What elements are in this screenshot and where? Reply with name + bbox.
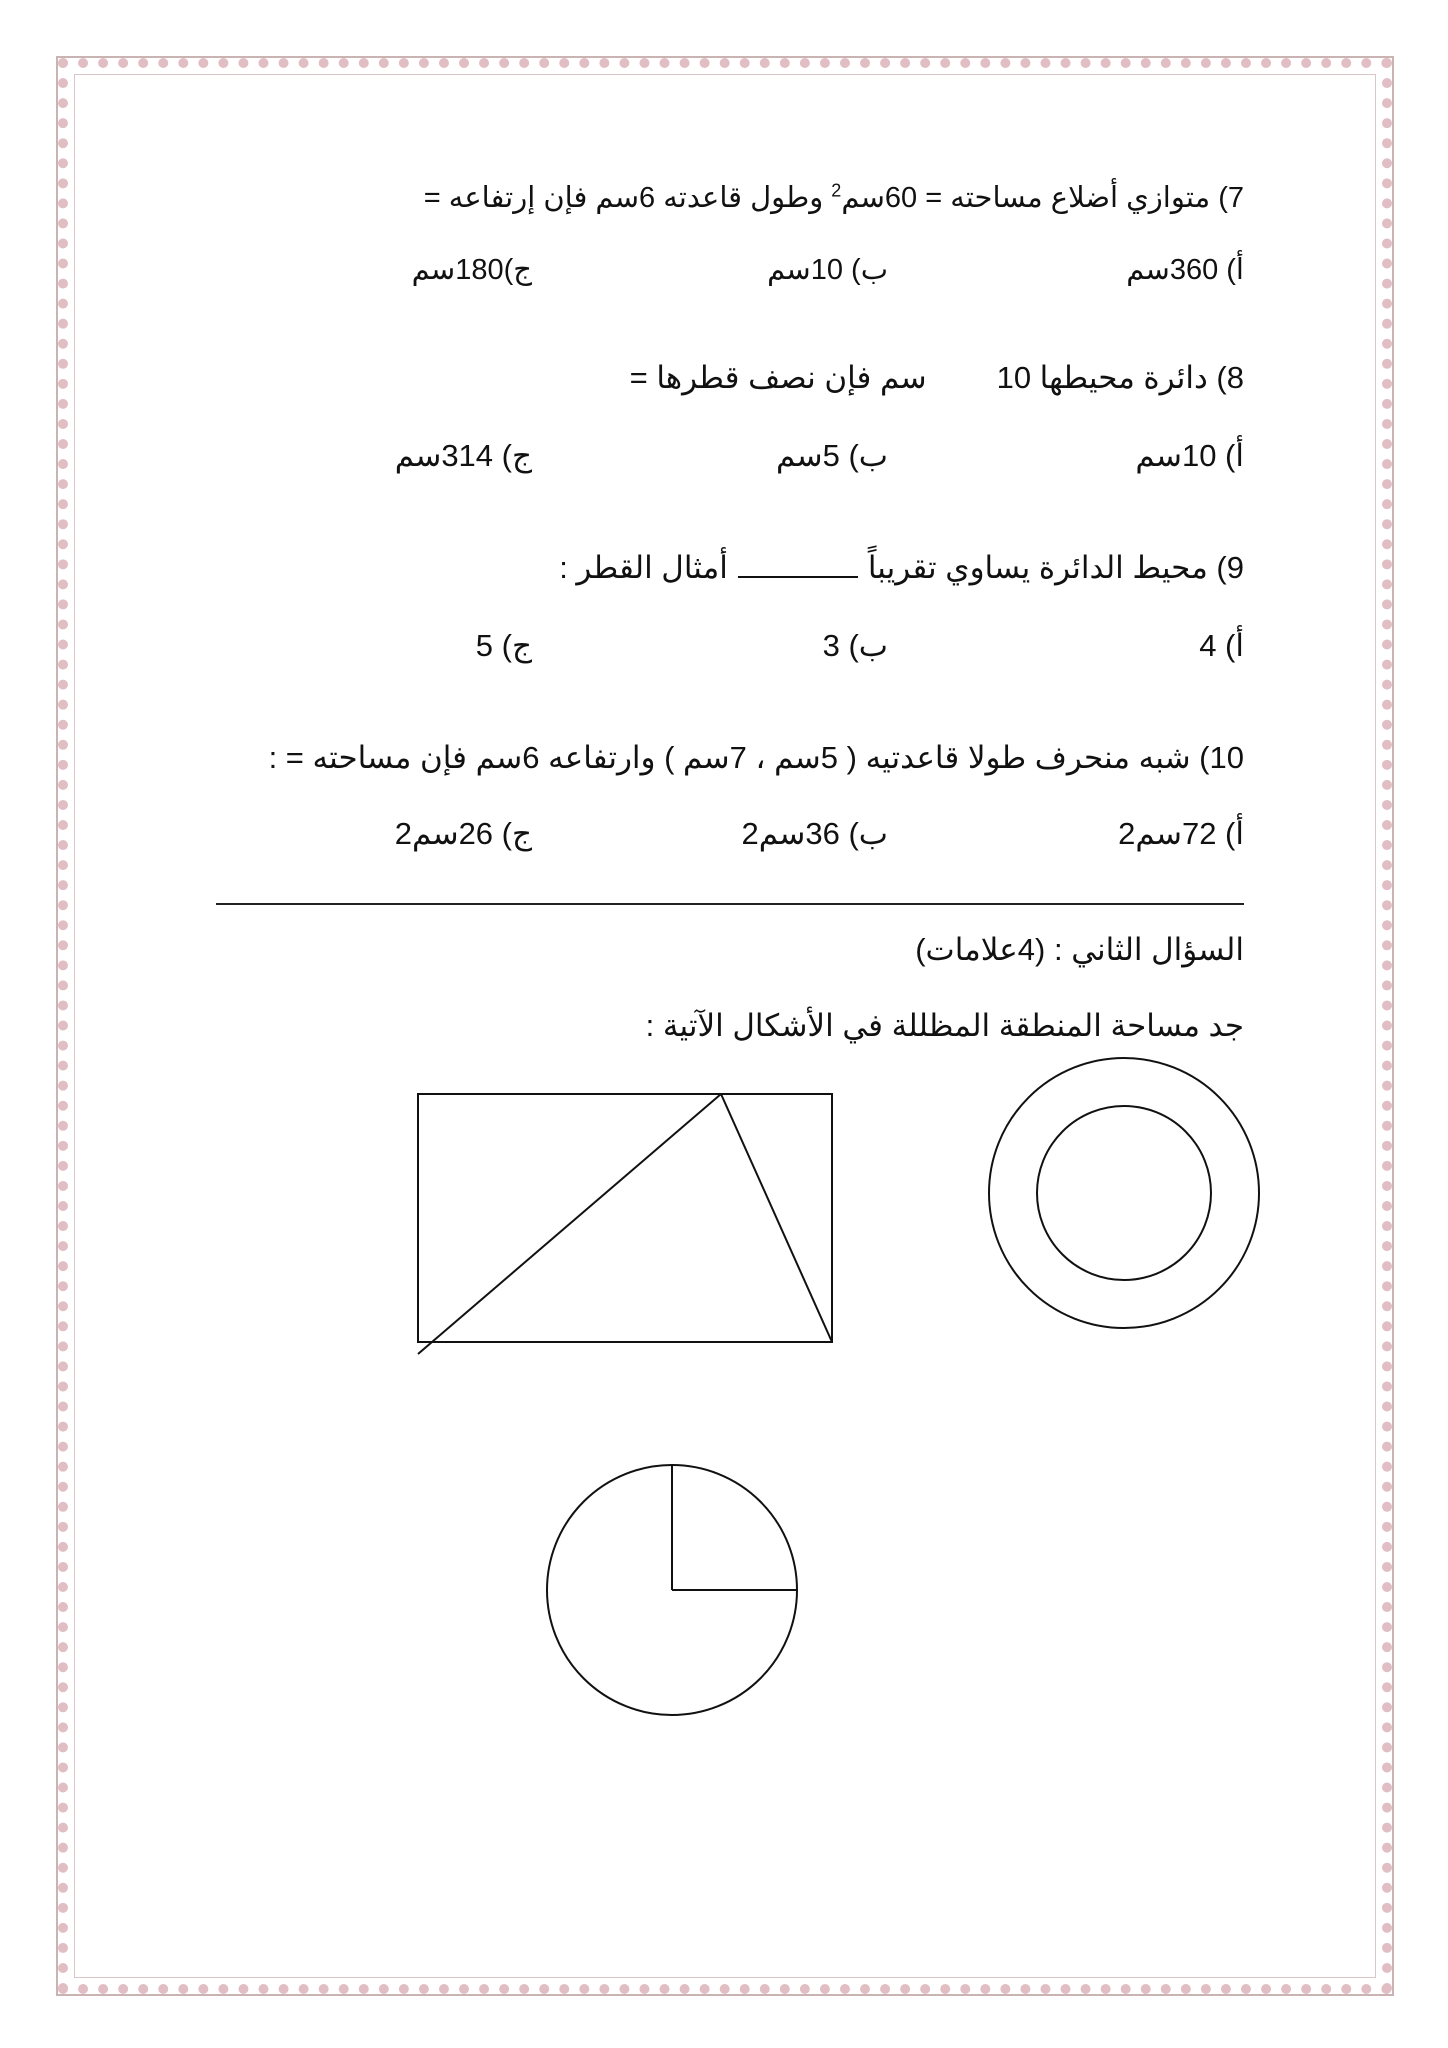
question-8-option-c: ج) 314سم xyxy=(394,438,532,473)
question-10-option-c: ج) 26سم2 xyxy=(394,816,532,851)
question-9 xyxy=(559,548,1244,588)
section-2-instruction: جد مساحة المنطقة المظللة في الأشكال الآتية : xyxy=(645,1008,1244,1043)
question-10-option-b: ب) 36سم2 xyxy=(741,816,888,851)
question-7-option-c: ج)180سم xyxy=(411,254,532,286)
question-10: 10) شبه منحرف طولا قاعدتيه ( 5سم ، 7سم ) وارتفاعه 6سم فإن مساحته = : xyxy=(268,740,1244,775)
question-7-option-a: أ) 360سم xyxy=(1126,254,1244,286)
question-7-text-end: وطول قاعدته 6سم فإن إرتفاعه = xyxy=(423,182,832,214)
section-divider xyxy=(216,903,1244,905)
question-8-text-start: 8) دائرة محيطها 10 xyxy=(996,360,1244,395)
question-8-text-end: سم فإن نصف قطرها = xyxy=(629,360,927,395)
question-9-option-b: ب) 3 xyxy=(822,628,888,663)
question-8-option-b: ب) 5سم xyxy=(776,438,888,473)
question-8-option-a: أ) 10سم xyxy=(1135,438,1244,473)
question-9-text-end: أمثال القطر : xyxy=(559,550,728,585)
question-7-superscript: 2 xyxy=(831,180,842,201)
question-7-option-b: ب) 10سم xyxy=(767,254,888,286)
question-8 xyxy=(630,358,1244,398)
question-9-text-start: 9) محيط الدائرة يساوي تقريباً xyxy=(867,550,1244,585)
question-9-option-a: أ) 4 xyxy=(1199,628,1244,663)
question-7-text-start: 7) متوازي أضلاع مساحته = 60سم xyxy=(841,182,1244,214)
section-2-title: السؤال الثاني : (4علامات) xyxy=(915,932,1244,967)
question-10-option-a: أ) 72سم2 xyxy=(1118,816,1244,851)
question-9-answer-blank xyxy=(738,548,858,578)
question-7 xyxy=(424,178,1244,218)
question-9-option-c: ج) 5 xyxy=(475,628,532,663)
